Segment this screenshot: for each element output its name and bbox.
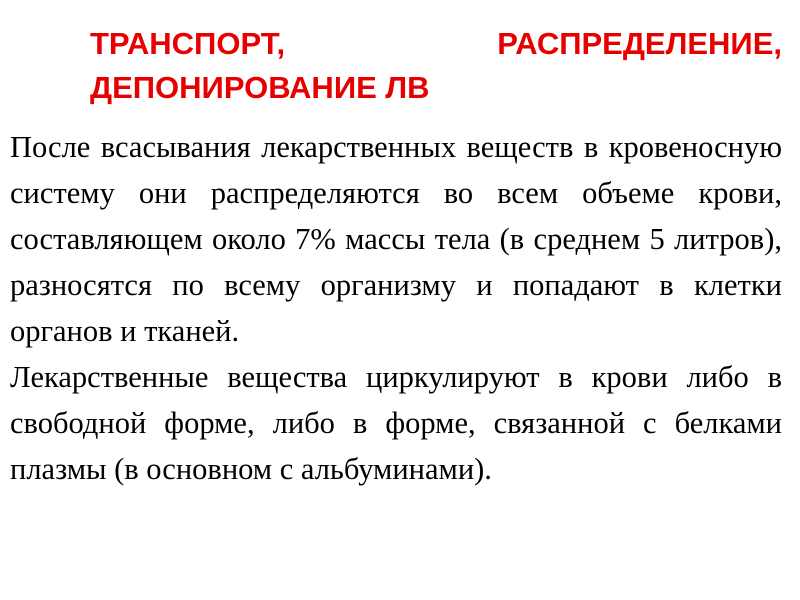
paragraph-distribution: После всасывания лекарственных веществ в кровеносную систему они распределяются во всем объеме крови, составляющем около 7% массы тела (в среднем 5 литров), разносятся по всему организму и попадают в клетки органов и тканей. — [10, 130, 782, 348]
paragraph-circulation: Лекарственные вещества циркулируют в крови либо в свободной форме, либо в форме, связанной с белками плазмы (в основном с альбуминами). — [10, 360, 782, 486]
slide-title — [90, 22, 782, 110]
title-word-distribution: РАСПРЕДЕЛЕНИЕ, — [497, 26, 782, 61]
title-word-transport: ТРАНСПОРТ, — [90, 26, 286, 61]
title-line-1 — [90, 22, 782, 66]
slide-body — [10, 124, 782, 492]
title-line-2: ДЕПОНИРОВАНИЕ ЛВ — [90, 70, 430, 105]
